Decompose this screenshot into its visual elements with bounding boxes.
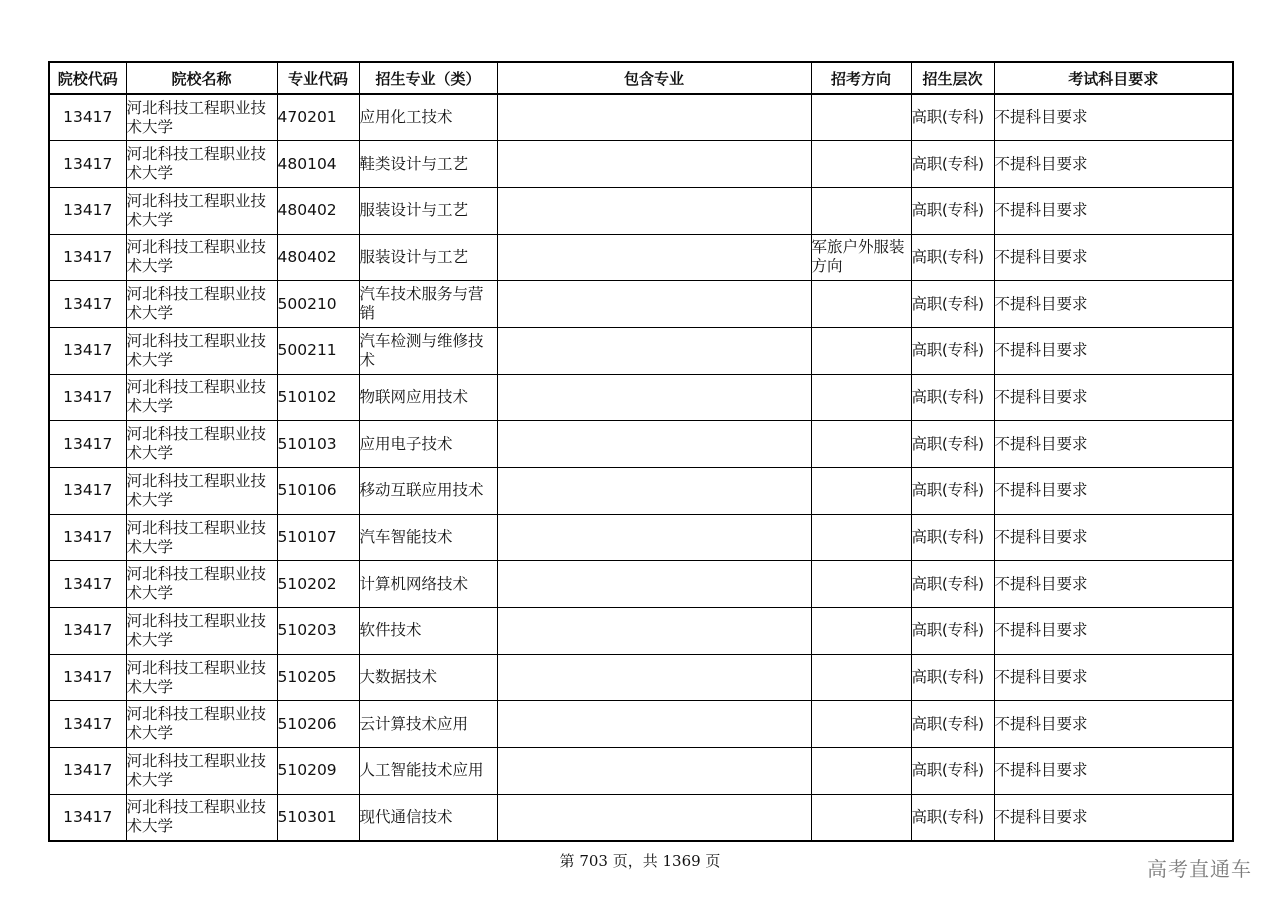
- header-included-majors: 包含专业: [497, 62, 811, 94]
- cell-level: 高职(专科): [911, 187, 994, 234]
- cell-major-code: 510301: [277, 794, 359, 841]
- cell-requirement: 不提科目要求: [994, 514, 1233, 561]
- cell-requirement: 不提科目要求: [994, 234, 1233, 281]
- cell-school-code: 13417: [49, 701, 126, 748]
- cell-major-name: 服装设计与工艺: [359, 234, 497, 281]
- cell-level: 高职(专科): [911, 421, 994, 468]
- cell-requirement: 不提科目要求: [994, 468, 1233, 515]
- cell-school-code: 13417: [49, 281, 126, 328]
- watermark-logo: 高考直通车: [1147, 857, 1252, 881]
- table-row: [49, 654, 1233, 701]
- cell-included-majors: [497, 561, 811, 608]
- cell-major-code: 480104: [277, 141, 359, 188]
- cell-school-name: 河北科技工程职业技术大学: [126, 281, 277, 328]
- cell-direction: [811, 608, 911, 655]
- cell-level: 高职(专科): [911, 468, 994, 515]
- cell-requirement: 不提科目要求: [994, 608, 1233, 655]
- table-row: [49, 374, 1233, 421]
- cell-direction: [811, 141, 911, 188]
- cell-school-name: 河北科技工程职业技术大学: [126, 187, 277, 234]
- cell-included-majors: [497, 374, 811, 421]
- major-table: [48, 61, 1234, 842]
- cell-major-code: 470201: [277, 94, 359, 141]
- cell-school-code: 13417: [49, 654, 126, 701]
- cell-school-code: 13417: [49, 327, 126, 374]
- cell-school-name: 河北科技工程职业技术大学: [126, 701, 277, 748]
- table-row: [49, 281, 1233, 328]
- cell-major-code: 510202: [277, 561, 359, 608]
- cell-school-name: 河北科技工程职业技术大学: [126, 794, 277, 841]
- cell-major-code: 480402: [277, 187, 359, 234]
- cell-major-code: 510107: [277, 514, 359, 561]
- cell-direction: [811, 327, 911, 374]
- cell-school-name: 河北科技工程职业技术大学: [126, 374, 277, 421]
- cell-major-code: 500210: [277, 281, 359, 328]
- cell-level: 高职(专科): [911, 514, 994, 561]
- cell-direction: [811, 421, 911, 468]
- header-school-code: 院校代码: [49, 62, 126, 94]
- table-row: [49, 514, 1233, 561]
- cell-school-name: 河北科技工程职业技术大学: [126, 654, 277, 701]
- cell-major-name: 物联网应用技术: [359, 374, 497, 421]
- table-row: [49, 794, 1233, 841]
- cell-major-name: 大数据技术: [359, 654, 497, 701]
- cell-school-code: 13417: [49, 748, 126, 795]
- cell-direction: 军旅户外服装方向: [811, 234, 911, 281]
- header-requirement: 考试科目要求: [994, 62, 1233, 94]
- cell-major-code: 480402: [277, 234, 359, 281]
- cell-major-code: 510103: [277, 421, 359, 468]
- cell-requirement: 不提科目要求: [994, 794, 1233, 841]
- cell-included-majors: [497, 608, 811, 655]
- cell-requirement: 不提科目要求: [994, 701, 1233, 748]
- table-row: [49, 141, 1233, 188]
- cell-included-majors: [497, 234, 811, 281]
- cell-included-majors: [497, 421, 811, 468]
- cell-level: 高职(专科): [911, 748, 994, 795]
- cell-direction: [811, 187, 911, 234]
- cell-school-name: 河北科技工程职业技术大学: [126, 234, 277, 281]
- header-school-name: 院校名称: [126, 62, 277, 94]
- cell-school-code: 13417: [49, 94, 126, 141]
- cell-direction: [811, 468, 911, 515]
- cell-level: 高职(专科): [911, 281, 994, 328]
- cell-included-majors: [497, 794, 811, 841]
- cell-school-code: 13417: [49, 234, 126, 281]
- cell-included-majors: [497, 514, 811, 561]
- header-major-code: 专业代码: [277, 62, 359, 94]
- cell-included-majors: [497, 748, 811, 795]
- cell-major-name: 汽车技术服务与营销: [359, 281, 497, 328]
- table-row: [49, 701, 1233, 748]
- cell-major-code: 510209: [277, 748, 359, 795]
- cell-direction: [811, 281, 911, 328]
- cell-school-code: 13417: [49, 421, 126, 468]
- cell-major-code: 500211: [277, 327, 359, 374]
- cell-major-name: 服装设计与工艺: [359, 187, 497, 234]
- header-row: [49, 62, 1233, 94]
- cell-major-name: 人工智能技术应用: [359, 748, 497, 795]
- cell-major-name: 软件技术: [359, 608, 497, 655]
- cell-included-majors: [497, 654, 811, 701]
- cell-included-majors: [497, 281, 811, 328]
- cell-level: 高职(专科): [911, 327, 994, 374]
- cell-direction: [811, 561, 911, 608]
- cell-requirement: 不提科目要求: [994, 748, 1233, 795]
- cell-level: 高职(专科): [911, 234, 994, 281]
- cell-major-name: 移动互联应用技术: [359, 468, 497, 515]
- table-row: [49, 327, 1233, 374]
- table-row: [49, 561, 1233, 608]
- table-row: [49, 748, 1233, 795]
- cell-direction: [811, 701, 911, 748]
- cell-major-name: 计算机网络技术: [359, 561, 497, 608]
- cell-included-majors: [497, 701, 811, 748]
- cell-school-name: 河北科技工程职业技术大学: [126, 141, 277, 188]
- cell-requirement: 不提科目要求: [994, 94, 1233, 141]
- cell-school-code: 13417: [49, 187, 126, 234]
- cell-level: 高职(专科): [911, 561, 994, 608]
- cell-school-code: 13417: [49, 374, 126, 421]
- cell-major-name: 汽车检测与维修技术: [359, 327, 497, 374]
- cell-level: 高职(专科): [911, 794, 994, 841]
- cell-school-code: 13417: [49, 608, 126, 655]
- cell-school-name: 河北科技工程职业技术大学: [126, 327, 277, 374]
- cell-major-code: 510106: [277, 468, 359, 515]
- cell-level: 高职(专科): [911, 374, 994, 421]
- cell-requirement: 不提科目要求: [994, 281, 1233, 328]
- table-row: [49, 187, 1233, 234]
- table-row: [49, 468, 1233, 515]
- cell-school-code: 13417: [49, 561, 126, 608]
- table-row: [49, 421, 1233, 468]
- cell-requirement: 不提科目要求: [994, 421, 1233, 468]
- header-major-name: 招生专业（类）: [359, 62, 497, 94]
- cell-requirement: 不提科目要求: [994, 187, 1233, 234]
- cell-major-name: 应用电子技术: [359, 421, 497, 468]
- cell-school-code: 13417: [49, 794, 126, 841]
- cell-direction: [811, 748, 911, 795]
- cell-included-majors: [497, 141, 811, 188]
- cell-requirement: 不提科目要求: [994, 374, 1233, 421]
- cell-included-majors: [497, 187, 811, 234]
- page-number: 第 703 页，共 1369 页: [559, 852, 721, 870]
- cell-level: 高职(专科): [911, 141, 994, 188]
- cell-school-name: 河北科技工程职业技术大学: [126, 748, 277, 795]
- cell-major-code: 510206: [277, 701, 359, 748]
- cell-level: 高职(专科): [911, 608, 994, 655]
- cell-direction: [811, 654, 911, 701]
- cell-school-name: 河北科技工程职业技术大学: [126, 94, 277, 141]
- cell-requirement: 不提科目要求: [994, 561, 1233, 608]
- cell-major-name: 应用化工技术: [359, 94, 497, 141]
- table-row: [49, 234, 1233, 281]
- cell-school-name: 河北科技工程职业技术大学: [126, 608, 277, 655]
- cell-requirement: 不提科目要求: [994, 327, 1233, 374]
- cell-direction: [811, 94, 911, 141]
- cell-school-code: 13417: [49, 514, 126, 561]
- cell-included-majors: [497, 94, 811, 141]
- cell-school-code: 13417: [49, 141, 126, 188]
- header-level: 招生层次: [911, 62, 994, 94]
- cell-major-code: 510205: [277, 654, 359, 701]
- cell-school-code: 13417: [49, 468, 126, 515]
- cell-school-name: 河北科技工程职业技术大学: [126, 561, 277, 608]
- cell-level: 高职(专科): [911, 654, 994, 701]
- table-body: [49, 94, 1233, 841]
- cell-school-name: 河北科技工程职业技术大学: [126, 421, 277, 468]
- cell-direction: [811, 514, 911, 561]
- cell-requirement: 不提科目要求: [994, 654, 1233, 701]
- cell-school-name: 河北科技工程职业技术大学: [126, 468, 277, 515]
- cell-major-name: 现代通信技术: [359, 794, 497, 841]
- cell-included-majors: [497, 327, 811, 374]
- table-row: [49, 94, 1233, 141]
- cell-major-name: 汽车智能技术: [359, 514, 497, 561]
- cell-major-name: 鞋类设计与工艺: [359, 141, 497, 188]
- cell-included-majors: [497, 468, 811, 515]
- cell-direction: [811, 794, 911, 841]
- cell-major-code: 510102: [277, 374, 359, 421]
- cell-level: 高职(专科): [911, 94, 994, 141]
- cell-direction: [811, 374, 911, 421]
- cell-requirement: 不提科目要求: [994, 141, 1233, 188]
- cell-major-code: 510203: [277, 608, 359, 655]
- cell-school-name: 河北科技工程职业技术大学: [126, 514, 277, 561]
- cell-level: 高职(专科): [911, 701, 994, 748]
- table-row: [49, 608, 1233, 655]
- header-direction: 招考方向: [811, 62, 911, 94]
- cell-major-name: 云计算技术应用: [359, 701, 497, 748]
